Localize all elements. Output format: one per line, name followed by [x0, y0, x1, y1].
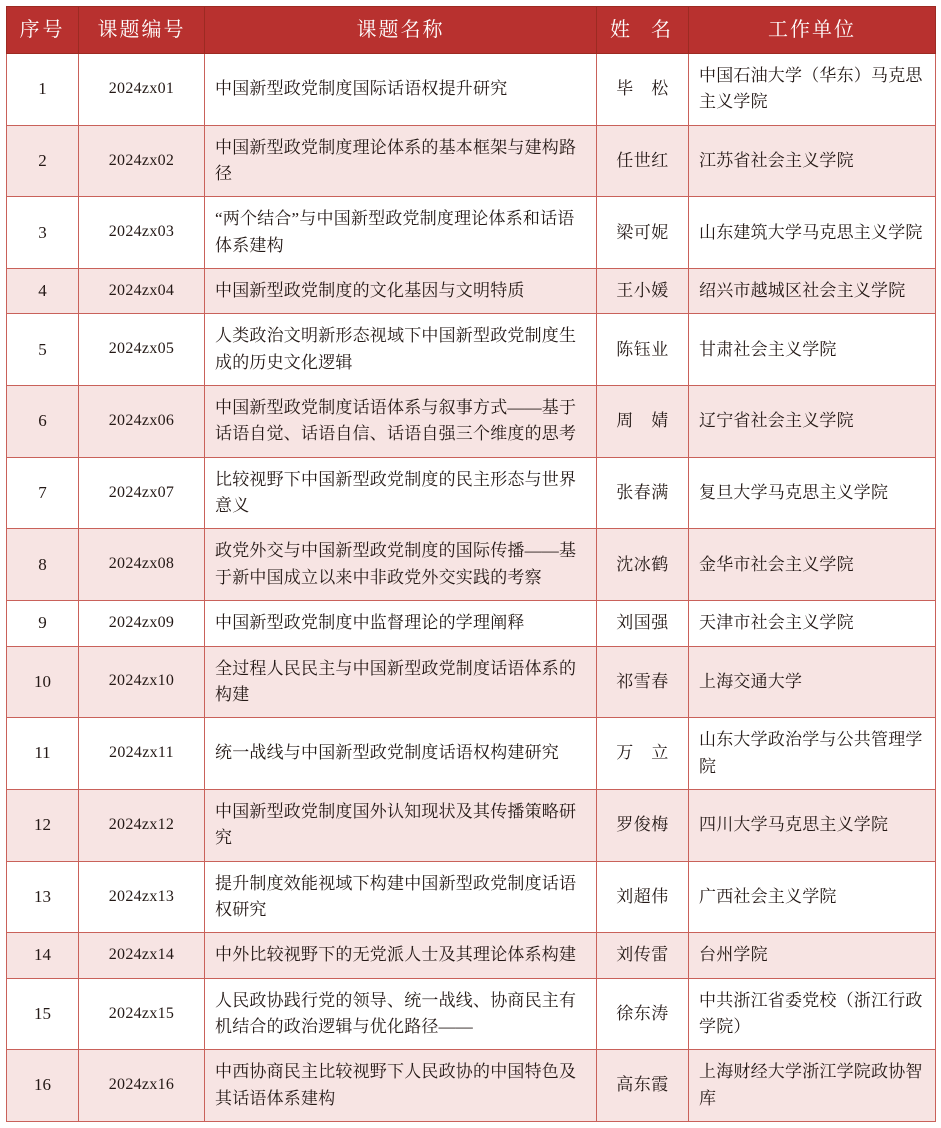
cell-code: 2024zx15: [79, 978, 205, 1050]
cell-org: 甘肃社会主义学院: [689, 314, 936, 386]
cell-org: 广西社会主义学院: [689, 861, 936, 933]
cell-name: 任世红: [597, 125, 689, 197]
research-topics-table: [6, 6, 936, 1122]
cell-code: 2024zx14: [79, 933, 205, 978]
table-row: [7, 1050, 936, 1122]
cell-name: 徐东涛: [597, 978, 689, 1050]
table-row: [7, 197, 936, 269]
cell-title: 统一战线与中国新型政党制度话语权构建研究: [205, 718, 597, 790]
cell-org: 江苏省社会主义学院: [689, 125, 936, 197]
cell-org: 中共浙江省委党校（浙江行政学院）: [689, 978, 936, 1050]
table-row: [7, 601, 936, 646]
column-header-name: 姓 名: [597, 7, 689, 54]
cell-code: 2024zx13: [79, 861, 205, 933]
table-row: [7, 54, 936, 126]
cell-seq: 3: [7, 197, 79, 269]
cell-title: 中国新型政党制度国外认知现状及其传播策略研究: [205, 789, 597, 861]
cell-name: 罗俊梅: [597, 789, 689, 861]
cell-name: 万 立: [597, 718, 689, 790]
cell-seq: 1: [7, 54, 79, 126]
cell-title: 中国新型政党制度理论体系的基本框架与建构路径: [205, 125, 597, 197]
cell-name: 祁雪春: [597, 646, 689, 718]
table-row: [7, 933, 936, 978]
table-row: [7, 314, 936, 386]
cell-seq: 7: [7, 457, 79, 529]
cell-code: 2024zx05: [79, 314, 205, 386]
table-row: [7, 529, 936, 601]
cell-title: 中国新型政党制度话语体系与叙事方式——基于话语自觉、话语自信、话语自强三个维度的思考: [205, 386, 597, 458]
cell-name: 沈冰鹤: [597, 529, 689, 601]
cell-seq: 8: [7, 529, 79, 601]
cell-title: 中国新型政党制度的文化基因与文明特质: [205, 269, 597, 314]
cell-code: 2024zx16: [79, 1050, 205, 1122]
cell-org: 金华市社会主义学院: [689, 529, 936, 601]
cell-name: 张春满: [597, 457, 689, 529]
cell-org: 山东大学政治学与公共管理学院: [689, 718, 936, 790]
cell-org: 山东建筑大学马克思主义学院: [689, 197, 936, 269]
cell-code: 2024zx11: [79, 718, 205, 790]
cell-name: 刘国强: [597, 601, 689, 646]
cell-code: 2024zx07: [79, 457, 205, 529]
cell-seq: 15: [7, 978, 79, 1050]
table-header: [7, 7, 936, 54]
cell-title: 人类政治文明新形态视域下中国新型政党制度生成的历史文化逻辑: [205, 314, 597, 386]
cell-seq: 5: [7, 314, 79, 386]
cell-code: 2024zx01: [79, 54, 205, 126]
cell-seq: 4: [7, 269, 79, 314]
cell-title: 中外比较视野下的无党派人士及其理论体系构建: [205, 933, 597, 978]
table-row: [7, 789, 936, 861]
cell-title: 全过程人民民主与中国新型政党制度话语体系的构建: [205, 646, 597, 718]
cell-title: 政党外交与中国新型政党制度的国际传播——基于新中国成立以来中非政党外交实践的考察: [205, 529, 597, 601]
column-header-org: 工作单位: [689, 7, 936, 54]
column-header-seq: 序号: [7, 7, 79, 54]
table-row: [7, 718, 936, 790]
cell-code: 2024zx12: [79, 789, 205, 861]
cell-seq: 13: [7, 861, 79, 933]
cell-title: 提升制度效能视域下构建中国新型政党制度话语权研究: [205, 861, 597, 933]
cell-title: 人民政协践行党的领导、统一战线、协商民主有机结合的政治逻辑与优化路径——: [205, 978, 597, 1050]
cell-org: 四川大学马克思主义学院: [689, 789, 936, 861]
cell-seq: 9: [7, 601, 79, 646]
table-header-row: [7, 7, 936, 54]
cell-org: 复旦大学马克思主义学院: [689, 457, 936, 529]
table-body: [7, 54, 936, 1122]
cell-seq: 16: [7, 1050, 79, 1122]
cell-name: 陈钰业: [597, 314, 689, 386]
cell-title: 中国新型政党制度国际话语权提升研究: [205, 54, 597, 126]
table-row: [7, 457, 936, 529]
cell-seq: 6: [7, 386, 79, 458]
cell-code: 2024zx08: [79, 529, 205, 601]
cell-code: 2024zx03: [79, 197, 205, 269]
table-row: [7, 269, 936, 314]
cell-seq: 12: [7, 789, 79, 861]
cell-title: 中西协商民主比较视野下人民政协的中国特色及其话语体系建构: [205, 1050, 597, 1122]
cell-title: 比较视野下中国新型政党制度的民主形态与世界意义: [205, 457, 597, 529]
cell-seq: 14: [7, 933, 79, 978]
cell-code: 2024zx04: [79, 269, 205, 314]
cell-seq: 2: [7, 125, 79, 197]
table-row: [7, 386, 936, 458]
cell-name: 毕 松: [597, 54, 689, 126]
table-row: [7, 978, 936, 1050]
table-row: [7, 861, 936, 933]
cell-org: 辽宁省社会主义学院: [689, 386, 936, 458]
cell-org: 上海财经大学浙江学院政协智库: [689, 1050, 936, 1122]
cell-org: 上海交通大学: [689, 646, 936, 718]
cell-name: 刘超伟: [597, 861, 689, 933]
cell-org: 台州学院: [689, 933, 936, 978]
cell-name: 高东霞: [597, 1050, 689, 1122]
cell-name: 周 婧: [597, 386, 689, 458]
cell-code: 2024zx10: [79, 646, 205, 718]
cell-org: 天津市社会主义学院: [689, 601, 936, 646]
cell-seq: 10: [7, 646, 79, 718]
column-header-title: 课题名称: [205, 7, 597, 54]
cell-org: 中国石油大学（华东）马克思主义学院: [689, 54, 936, 126]
cell-name: 刘传雷: [597, 933, 689, 978]
cell-code: 2024zx09: [79, 601, 205, 646]
column-header-code: 课题编号: [79, 7, 205, 54]
cell-code: 2024zx06: [79, 386, 205, 458]
table-row: [7, 646, 936, 718]
cell-title: “两个结合”与中国新型政党制度理论体系和话语体系建构: [205, 197, 597, 269]
table-row: [7, 125, 936, 197]
cell-name: 梁可妮: [597, 197, 689, 269]
cell-org: 绍兴市越城区社会主义学院: [689, 269, 936, 314]
cell-name: 王小媛: [597, 269, 689, 314]
cell-title: 中国新型政党制度中监督理论的学理阐释: [205, 601, 597, 646]
cell-code: 2024zx02: [79, 125, 205, 197]
cell-seq: 11: [7, 718, 79, 790]
